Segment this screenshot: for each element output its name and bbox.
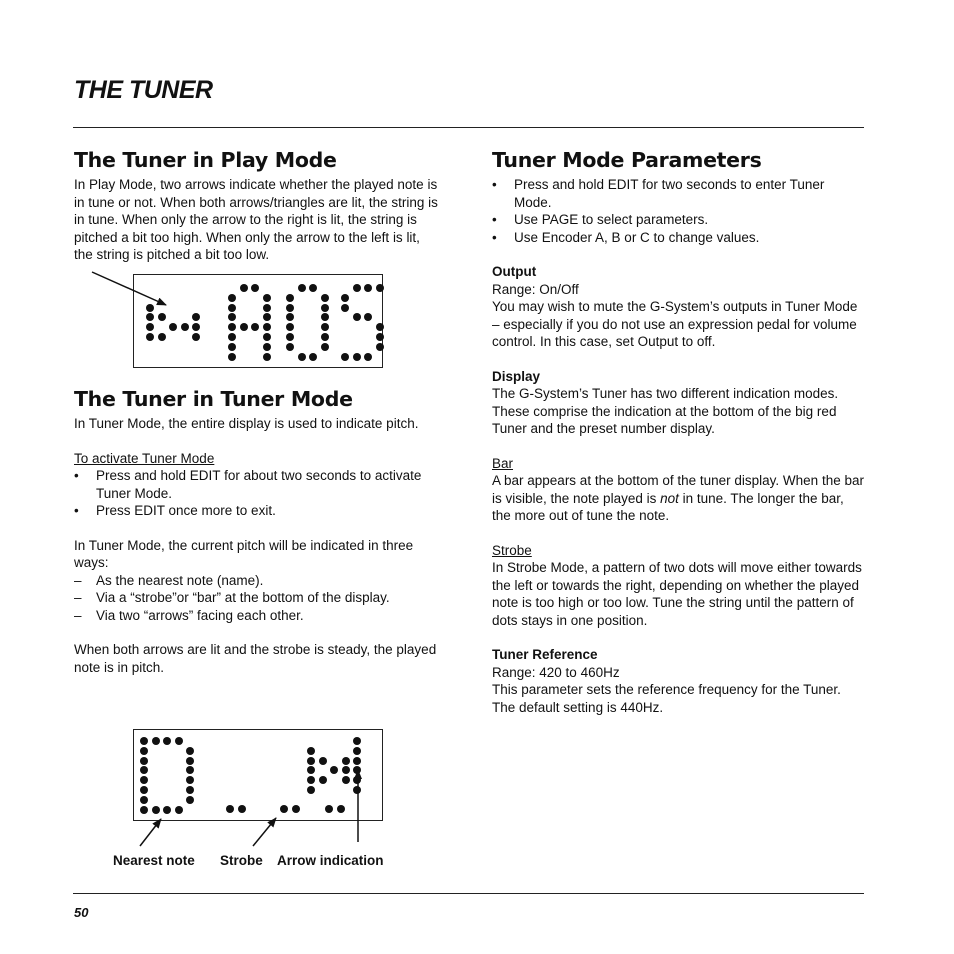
tuner-mode-heading: The Tuner in Tuner Mode [74,387,353,411]
lcd-dot [321,343,329,351]
lcd-dot [353,786,361,794]
lcd-dot [342,757,350,765]
lcd-dot [286,304,294,312]
display-title: Display [492,368,541,384]
lcd-dot [364,353,372,361]
lcd-dot [240,323,248,331]
lcd-dot [342,776,350,784]
lcd-dot [353,284,361,292]
parameter-bullet: • Press and hold EDIT for two seconds to enter Tuner Mode. [492,177,825,210]
lcd-dot [238,805,246,813]
lcd-dot [307,757,315,765]
caption-arrow-indication: Arrow indication [277,853,384,868]
lcd-dot [309,353,317,361]
lcd-dot [146,304,154,312]
header-rule [73,127,864,128]
bar-title: Bar [492,455,514,471]
lcd-dot [146,323,154,331]
lcd-dot [140,747,148,755]
page-number: 50 [74,905,89,920]
lcd-dot [376,323,384,331]
lcd-dot [228,294,236,302]
activate-tuner-title: To activate Tuner Mode [74,450,215,466]
tuner-reference-body: This parameter sets the reference frequency for the Tuner. The default setting is 440Hz. [492,682,841,715]
lcd-dot [353,737,361,745]
lcd-dot [228,333,236,341]
lcd-dot [353,747,361,755]
lcd-dot [146,313,154,321]
lcd-dot [307,766,315,774]
lcd-dot [353,353,361,361]
lcd-dot [186,757,194,765]
lcd-dot [146,333,154,341]
lcd-dot [186,796,194,804]
caption-nearest-note: Nearest note [113,853,195,868]
lcd-dot [158,313,166,321]
nearest-note-pointer [140,819,161,846]
lcd-dot [263,323,271,331]
lcd-dot [228,353,236,361]
lcd-dot [325,805,333,813]
lcd-dot [307,786,315,794]
lcd-dot [298,284,306,292]
strobe-pointer [253,818,276,846]
lcd-dot [364,284,372,292]
lcd-dot [228,304,236,312]
lcd-dot [140,766,148,774]
lcd-dot [353,776,361,784]
lcd-dot [298,353,306,361]
lcd-dot [175,737,183,745]
lcd-dot [140,737,148,745]
lcd-dot [152,806,160,814]
lcd-dot [307,776,315,784]
lcd-dot [330,766,338,774]
lcd-dot [341,294,349,302]
lcd-dot [251,284,259,292]
bar-body: A bar appears at the bottom of the tuner display. When the bar is visible, the note played is not in tune. The longer the bar, the more out of tune the note. [492,473,864,523]
parameter-bullet: • Use Encoder A, B or C to change values. [492,229,760,245]
display-body: The G-System’s Tuner has two different indication modes. These comprise the indication at the bottom of the big red Tuner and the preset number display. [492,386,839,436]
lcd-dot [192,333,200,341]
lcd-dot [228,313,236,321]
lcd-dot [292,805,300,813]
lcd-dot [158,333,166,341]
lcd-dot [263,343,271,351]
lcd-dot [186,766,194,774]
lcd-dot [321,333,329,341]
lcd-dot [152,737,160,745]
lcd-dot [321,294,329,302]
lcd-dot [140,786,148,794]
lcd-dot [280,805,288,813]
tuner-mode-closing: When both arrows are lit and the strobe is steady, the played note is in pitch. [74,642,437,675]
lcd-dot [353,766,361,774]
output-range: Range: On/Off [492,281,579,297]
ways-item: – Via a “strobe”or “bar” at the bottom of the display. [74,590,390,605]
lcd-dot [226,805,234,813]
lcd-dot [319,757,327,765]
lcd-dot [163,737,171,745]
parameter-bullet: • Use PAGE to select parameters. [492,212,709,227]
lcd-dot [186,776,194,784]
lcd-dot [364,313,372,321]
ways-item: – As the nearest note (name). [74,572,264,588]
lcd-dot [337,805,345,813]
lcd-dot [251,323,259,331]
lcd-dot [228,343,236,351]
activate-item: • Press EDIT once more to exit. [74,503,276,518]
ways-intro: In Tuner Mode, the current pitch will be indicated in three ways: [74,537,414,570]
activate-item: • Press and hold EDIT for about two seconds to activate Tuner Mode. [74,468,422,501]
lcd-dot [169,323,177,331]
lcd-dot [140,796,148,804]
lcd-dot [309,284,317,292]
lcd-dot [192,313,200,321]
lcd-dot [175,806,183,814]
play-mode-body [74,176,442,264]
play-mode-paragraph: In Play Mode, two arrows indicate whether the played note is in tune or not. When both arrows/triangles are lit, the string is in tune. When only the arrow to the right is lit, the string is pitched a bit too high. When only the arrow to the left is lit, the string is pitched a bit too low. [74,177,438,262]
lcd-dot [263,294,271,302]
lcd-dot [286,323,294,331]
lcd-dot [286,343,294,351]
lcd-dot [286,313,294,321]
strobe-title: Strobe [492,542,532,558]
lcd-dot [163,806,171,814]
strobe-body: In Strobe Mode, a pattern of two dots will move either towards the left or towards the right, depending on whether the played note is too high or too low. Tune the string until the pattern of dots stays in one position. [492,560,862,628]
lcd-dot [240,284,248,292]
lcd-dot [286,294,294,302]
lcd-dot [186,747,194,755]
output-title: Output [492,264,537,279]
lcd-dot [140,776,148,784]
lcd-dot [376,284,384,292]
page-title: THE TUNER [74,76,213,104]
lcd-dot [263,304,271,312]
tuner-mode-body [74,415,442,676]
lcd-dot [192,323,200,331]
lcd-dot [319,776,327,784]
lcd-dot [341,304,349,312]
lcd-dot [321,313,329,321]
bar-emphasis: not [660,490,679,506]
lcd-dot [376,333,384,341]
tuner-reference-range: Range: 420 to 460Hz [492,664,620,680]
parameters-heading: Tuner Mode Parameters [492,148,762,172]
lcd-dot [140,757,148,765]
output-body: You may wish to mute the G-System’s outputs in Tuner Mode – especially if you do not use an expression pedal for volume control. In this case, set Output to off. [492,299,858,349]
lcd-dot [321,323,329,331]
tuner-mode-display-figure [133,729,383,821]
lcd-dot [263,313,271,321]
lcd-dot [341,353,349,361]
lcd-dot [286,333,294,341]
lcd-dot [307,747,315,755]
lcd-dot [321,304,329,312]
lcd-dot [186,786,194,794]
lcd-dot [181,323,189,331]
lcd-dot [353,757,361,765]
lcd-dot [353,313,361,321]
tuner-mode-intro: In Tuner Mode, the entire display is used to indicate pitch. [74,416,419,431]
play-mode-display-figure [133,274,383,368]
lcd-dot [342,766,350,774]
lcd-dot [228,323,236,331]
lcd-dot [140,806,148,814]
play-mode-heading: The Tuner in Play Mode [74,148,337,172]
footer-rule [73,893,864,894]
lcd-dot [263,333,271,341]
tuner-reference-title: Tuner Reference [492,647,598,662]
caption-strobe: Strobe [220,853,263,868]
lcd-dot [376,343,384,351]
parameters-body [492,176,864,716]
ways-item: – Via two “arrows” facing each other. [74,607,304,623]
lcd-dot [263,353,271,361]
